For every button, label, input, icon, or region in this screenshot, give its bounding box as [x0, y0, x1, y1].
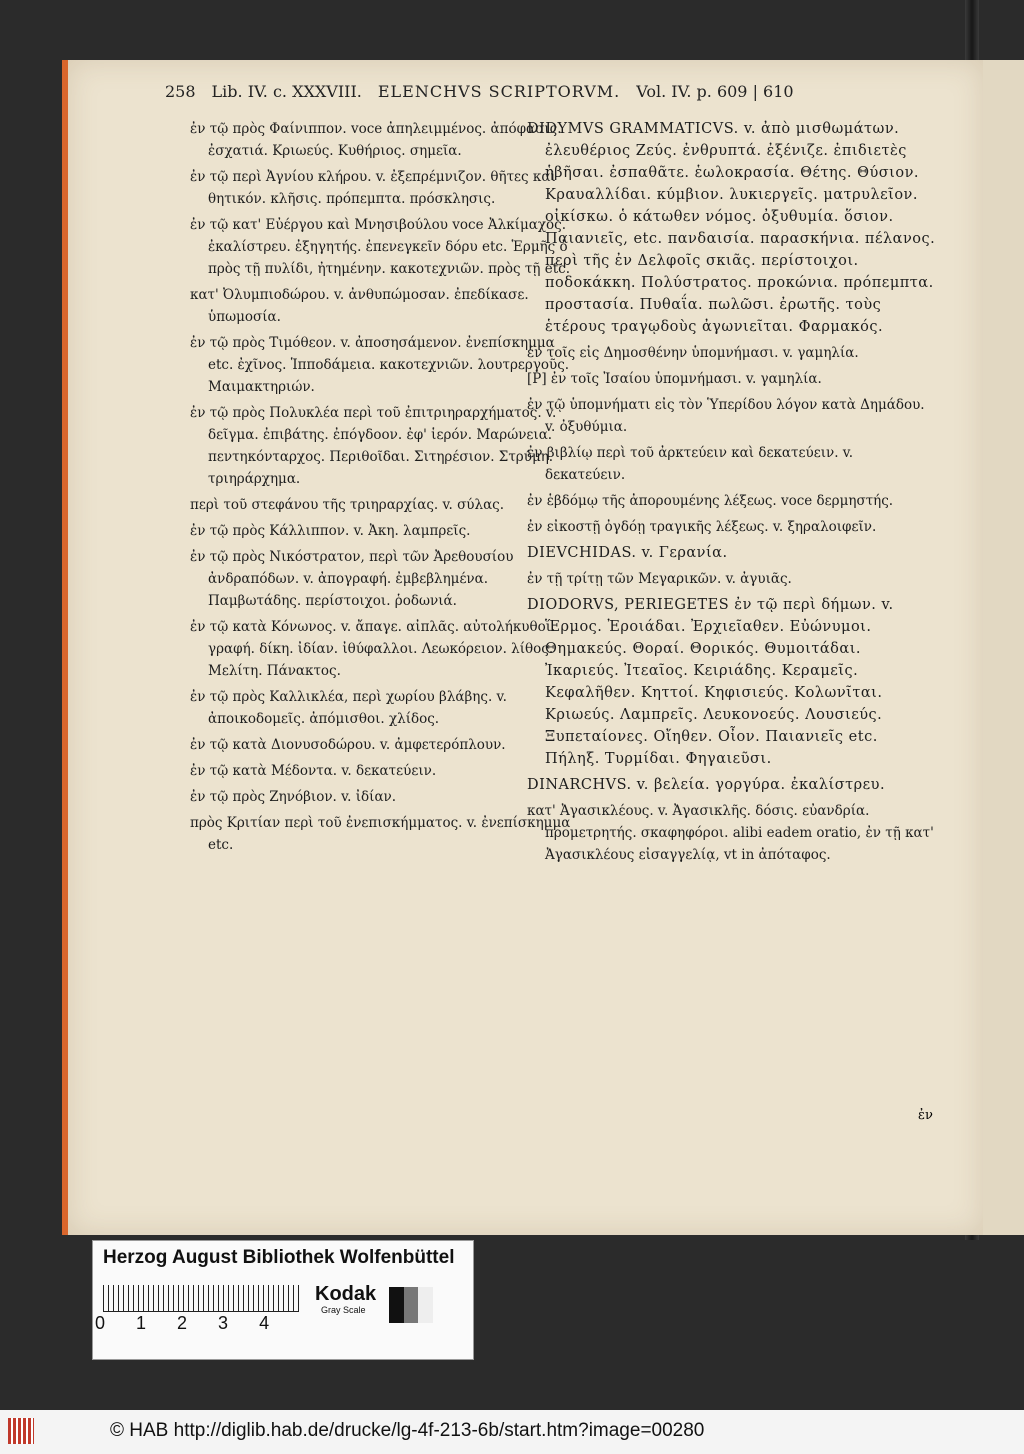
entry: DIEVCHIDAS. v. Γερανία. — [527, 545, 728, 561]
entry: ἐν τῷ πρὸς Πολυκλέα περὶ τοῦ ἐπιτριηραρχήματος. v. δεῖγμα. ἐπιβάτης. ἐπόγδοον. ἐφ' ἱερόν. Μαρώνεια. πεντηκόνταρχος. Περιθοῖδαι. Σιτηρέσιον. Στρύμη. τριηράρχημα. — [190, 405, 557, 487]
hab-logo-icon — [8, 1418, 34, 1444]
page-header — [165, 82, 865, 101]
scale-numbers — [95, 1313, 385, 1334]
entry: ἐν τῷ ὑπομνήματι εἰς τὸν Ὑπερίδου λόγον κατὰ Δημάδου. v. ὀξυθύμια. — [527, 397, 925, 435]
entry: κατ' Ὀλυμπιοδώρου. v. ἀνθυπώμοσαν. ἐπεδίκασε. ὑπωμοσία. — [190, 287, 529, 325]
right-column — [527, 118, 937, 870]
entry: πρὸς Κριτίαν περὶ τοῦ ἐνεπισκήμματος. v. ἐνεπίσκημμα etc. — [190, 815, 571, 853]
entry: ἐν τῷ πρὸς Φαίνιππον. voce ἀπηλειμμένος. ἀπόφασις. ἐσχατιά. Κριωεύς. Κυθήριος. σημεῖα. — [190, 121, 562, 159]
facing-page-edge — [977, 60, 1024, 1235]
entry: ἐν εἰκοστῇ ὀγδόῃ τραγικῆς λέξεως. v. ξηραλοιφεῖν. — [527, 519, 877, 535]
catchword: ἐν — [918, 1108, 933, 1123]
section-reference: Lib. IV. c. XXXVIII. — [211, 82, 362, 101]
left-column — [190, 118, 572, 860]
page-number: 258 — [165, 82, 196, 101]
gray-swatch — [389, 1287, 433, 1323]
entry: ἐν τῷ κατὰ Διονυσοδώρου. v. ἀμφετερόπλουν. — [190, 737, 506, 753]
entry: [P] ἐν τοῖς Ἰσαίου ὑπομνήμασι. v. γαμηλία. — [527, 371, 822, 387]
entry: ἐν τῷ πρὸς Τιμόθεον. v. ἀποσησάμενον. ἐνεπίσκημμα etc. ἐχῖνος. Ἱπποδάμεια. κακοτεχνιῶν. λουτρεργοῦς. Μαιμακτηριών. — [190, 335, 570, 395]
entry: DIODORVS, PERIEGETES ἐν τῷ περὶ δήμων. v. Ἕρμος. Ἐροιάδαι. Ἐρχιεῖαθεν. Εὐώνυμοι. Θημακεύς. Θοραί. Θορικός. Θυμοιτάδαι. Ἰκαριεύς. Ἰτεαῖος. Κειριάδης. Κεραμεῖς. Κεφαλῆθεν. Κηττοί. Κηφισιεύς. Κολωνῖται. Κριωεύς. Λαμπρεῖς. Λευκονοεύς. Λουσιεύς. Ξυπεταίονες. Οἴηθεν. Οἶον. Παιανιεῖς etc. Πήληξ. Τυρμίδαι. Φηγαιεῦσι. — [527, 597, 894, 767]
scale-ruler — [103, 1285, 299, 1312]
entry: ἐν βιβλίῳ περὶ τοῦ ἀρκτεύειν καὶ δεκατεύειν. v. δεκατεύειν. — [527, 445, 854, 483]
entry: ἐν τῷ πρὸς Καλλικλέα, περὶ χωρίου βλάβης. v. ἀποικοδομεῖς. ἀπόμισθοι. χλίδος. — [190, 689, 507, 727]
gray-scale-label: Gray Scale — [321, 1305, 366, 1315]
entry: ἐν τῇ τρίτῃ τῶν Μεγαρικῶν. v. ἀγυιᾶς. — [527, 571, 792, 587]
scale-number: 1 — [136, 1313, 147, 1333]
entry: DINARCHVS. v. βελεία. γοργύρα. ἐκαλίστρευ. — [527, 777, 886, 793]
entry: ἐν τῷ κατὰ Μέδοντα. v. δεκατεύειν. — [190, 763, 437, 779]
scale-number: 2 — [177, 1313, 188, 1333]
running-title: ELENCHVS SCRIPTORVM. — [377, 82, 621, 101]
entry: ἐν τῷ πρὸς Κάλλιππον. v. Ἀκη. λαμπρεῖς. — [190, 523, 471, 539]
scale-number: 0 — [95, 1313, 106, 1333]
volume-reference: Vol. IV. p. 609 | 610 — [636, 82, 794, 101]
entry: DIDYMVS GRAMMATICVS. v. ἀπὸ μισθωμάτων. ἐλευθέριος Ζεύς. ἐνθρυπτά. ἐξένιζε. ἐπιδιετὲς ἡβῆσαι. ἐσπαθᾶτε. ἑωλοκρασία. Θέτης. Θύσιον. Κραυαλλίδαι. κύμβιον. λυκιεργεῖς. ματρυλεῖον. οἰκίσκω. ὁ κάτωθεν νόμος. ὀξυθυμία. ὅσιον. Παιανιεῖς, etc. πανδαισία. παρασκήνια. πέλανος. περὶ τῆς ἐν Δελφοῖς σκιᾶς. περίστοιχοι. ποδοκάκκη. Πολύστρατος. προκώνια. πρόπεμπτα. προστασία. Πυθαΐα. πωλῶσι. ἐρωτῆς. τοὺς ἑτέρους τραγῳδοὺς ἀγωνιεῖται. Φαρμακός. — [527, 121, 936, 335]
entry: κατ' Ἀγασικλέους. v. Ἀγασικλῆς. δόσις. εὐανδρία. προμετρητής. σκαφηφόροι. alibi eadem oratio, ἐν τῇ κατ' Ἀγασικλέους εἰσαγγελίᾳ, vt in ἀπόταφος. — [527, 803, 934, 863]
entry: ἐν τῷ περὶ Ἀγνίου κλήρου. v. ἐξεπρέμνιζον. θῆτες καὶ θητικόν. κλῆσις. πρόπεμπτα. πρόσκλησις. — [190, 169, 556, 207]
entry: ἐν τῷ κατ' Εὐέργου καὶ Μνησιβούλου voce Ἀλκίμαχος. ἐκαλίστρευ. ἐξηγητής. ἐπενεγκεῖν δόρυ etc. Ἑρμῆς ὁ πρὸς τῇ πυλίδι, ἠτημένην. κακοτεχνιῶν. πρὸς τῇ etc. — [190, 217, 571, 277]
kodak-brand: Kodak — [315, 1283, 377, 1305]
entry: ἐν τῷ κατὰ Κόνωνος. v. ἄπαγε. αἰπλᾶς. αὐτολήκυθοι. γραφή. δίκη. ἰδίαν. ἰθύφαλλοι. Λεωκόρειον. λίθος. Μελίτη. Πάνακτος. — [190, 619, 556, 679]
entry: περὶ τοῦ στεφάνου τῆς τριηραρχίας. v. σύλας. — [190, 497, 505, 513]
entry: ἐν τοῖς εἰς Δημοσθένην ὑπομνήμασι. v. γαμηλία. — [527, 345, 859, 361]
entry: ἐν ἑβδόμῳ τῆς ἀπορουμένης λέξεως. voce δερμηστής. — [527, 493, 894, 509]
entry: ἐν τῷ πρὸς Νικόστρατον, περὶ τῶν Ἀρεθουσίου ἀνδραπόδων. v. ἀπογραφή. ἐμβεβλημένα. Παμβωτάδης. περίστοιχοι. ῥοδωνιά. — [190, 549, 514, 609]
scale-number: 4 — [259, 1313, 270, 1333]
copyright-url[interactable]: © HAB http://diglib.hab.de/drucke/lg-4f-213-6b/start.htm?image=00280 — [110, 1420, 705, 1441]
footer-bar — [0, 1410, 1024, 1454]
scale-number: 3 — [218, 1313, 229, 1333]
library-name: Herzog August Bibliothek Wolfenbüttel — [103, 1247, 455, 1268]
entry: ἐν τῷ πρὸς Ζηνόβιον. v. ἰδίαν. — [190, 789, 397, 805]
library-label — [92, 1240, 474, 1360]
